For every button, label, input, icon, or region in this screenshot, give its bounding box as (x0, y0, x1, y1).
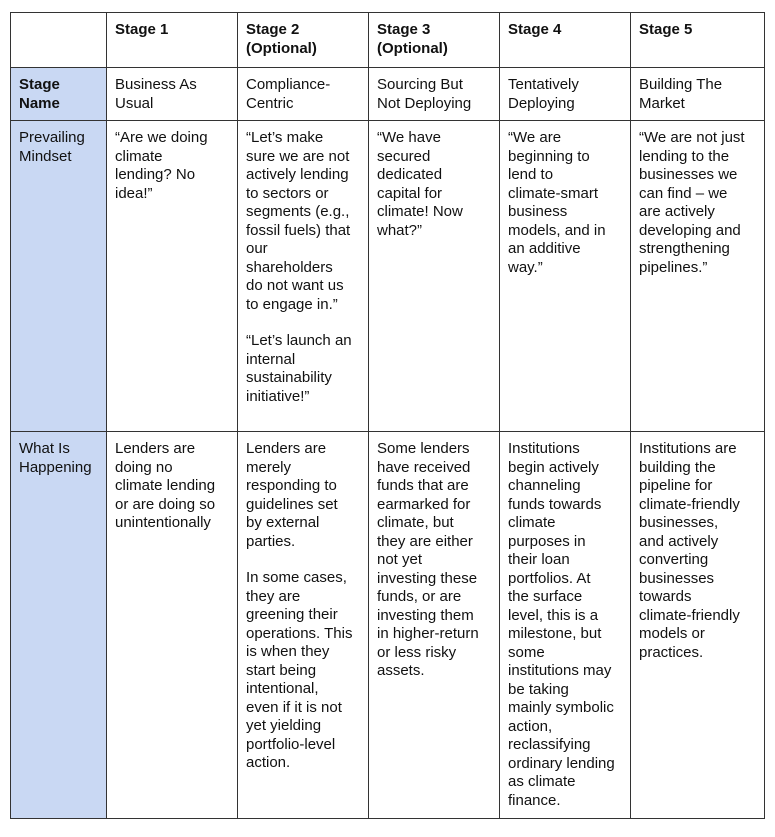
stage-name-cell-1: Business As Usual (107, 68, 238, 121)
header-corner (11, 13, 107, 68)
happening-cell-3: Some lenders have received funds that are earmarked for climate, but they are either not yet investing these funds, or are investing them in higher-return or less risky assets. (369, 432, 500, 819)
mindset-cell-3: “We have secured dedicated capital for climate! Now what?” (369, 121, 500, 432)
happening-cell-2-para-2: In some cases, they are greening their operations. This is when they start being intentional, even if it is not yet yielding portfolio-level action. (246, 569, 353, 771)
row-label-happening: What Is Happening (11, 432, 107, 819)
row-label-stage-name: Stage Name (11, 68, 107, 121)
mindset-cell-2-para-1: “Let’s make sure we are not actively lending to sectors or segments (e.g., fossil fuels) that our shareholders do not want us to engage in.” (246, 129, 351, 313)
mindset-cell-4: “We are beginning to lend to climate-smart business models, and in an additive way.” (500, 121, 631, 432)
happening-row (11, 432, 765, 819)
happening-cell-2 (238, 432, 369, 819)
happening-cell-2-para-1: Lenders are merely responding to guidelines set by external parties. (246, 440, 338, 550)
header-row (11, 13, 765, 68)
mindset-cell-2-para-2: “Let’s launch an internal sustainability initiative!” (246, 332, 352, 405)
happening-cell-5: Institutions are building the pipeline for climate-friendly businesses, and actively converting businesses towards climate-friendly models or practices. (631, 432, 765, 819)
stages-table (10, 12, 765, 819)
stage-name-cell-5: Building The Market (631, 68, 765, 121)
row-label-mindset: Prevailing Mindset (11, 121, 107, 432)
stage-name-cell-2: Compliance- Centric (238, 68, 369, 121)
header-stage-5: Stage 5 (631, 13, 765, 68)
mindset-cell-5: “We are not just lending to the businesses we can find – we are actively developing and strengthening pipelines.” (631, 121, 765, 432)
header-stage-4: Stage 4 (500, 13, 631, 68)
stage-name-row (11, 68, 765, 121)
header-stage-3: Stage 3 (Optional) (369, 13, 500, 68)
happening-cell-1: Lenders are doing no climate lending or are doing so unintentionally (107, 432, 238, 819)
header-stage-2: Stage 2 (Optional) (238, 13, 369, 68)
mindset-cell-1: “Are we doing climate lending? No idea!” (107, 121, 238, 432)
stage-name-cell-4: Tentatively Deploying (500, 68, 631, 121)
mindset-cell-2 (238, 121, 369, 432)
stage-name-cell-3: Sourcing But Not Deploying (369, 68, 500, 121)
happening-cell-4: Institutions begin actively channeling funds towards climate purposes in their loan portfolios. At the surface level, this is a milestone, but some institutions may be taking mainly symbolic action, reclassifying ordinary lending as climate finance. (500, 432, 631, 819)
mindset-row (11, 121, 765, 432)
header-stage-1: Stage 1 (107, 13, 238, 68)
